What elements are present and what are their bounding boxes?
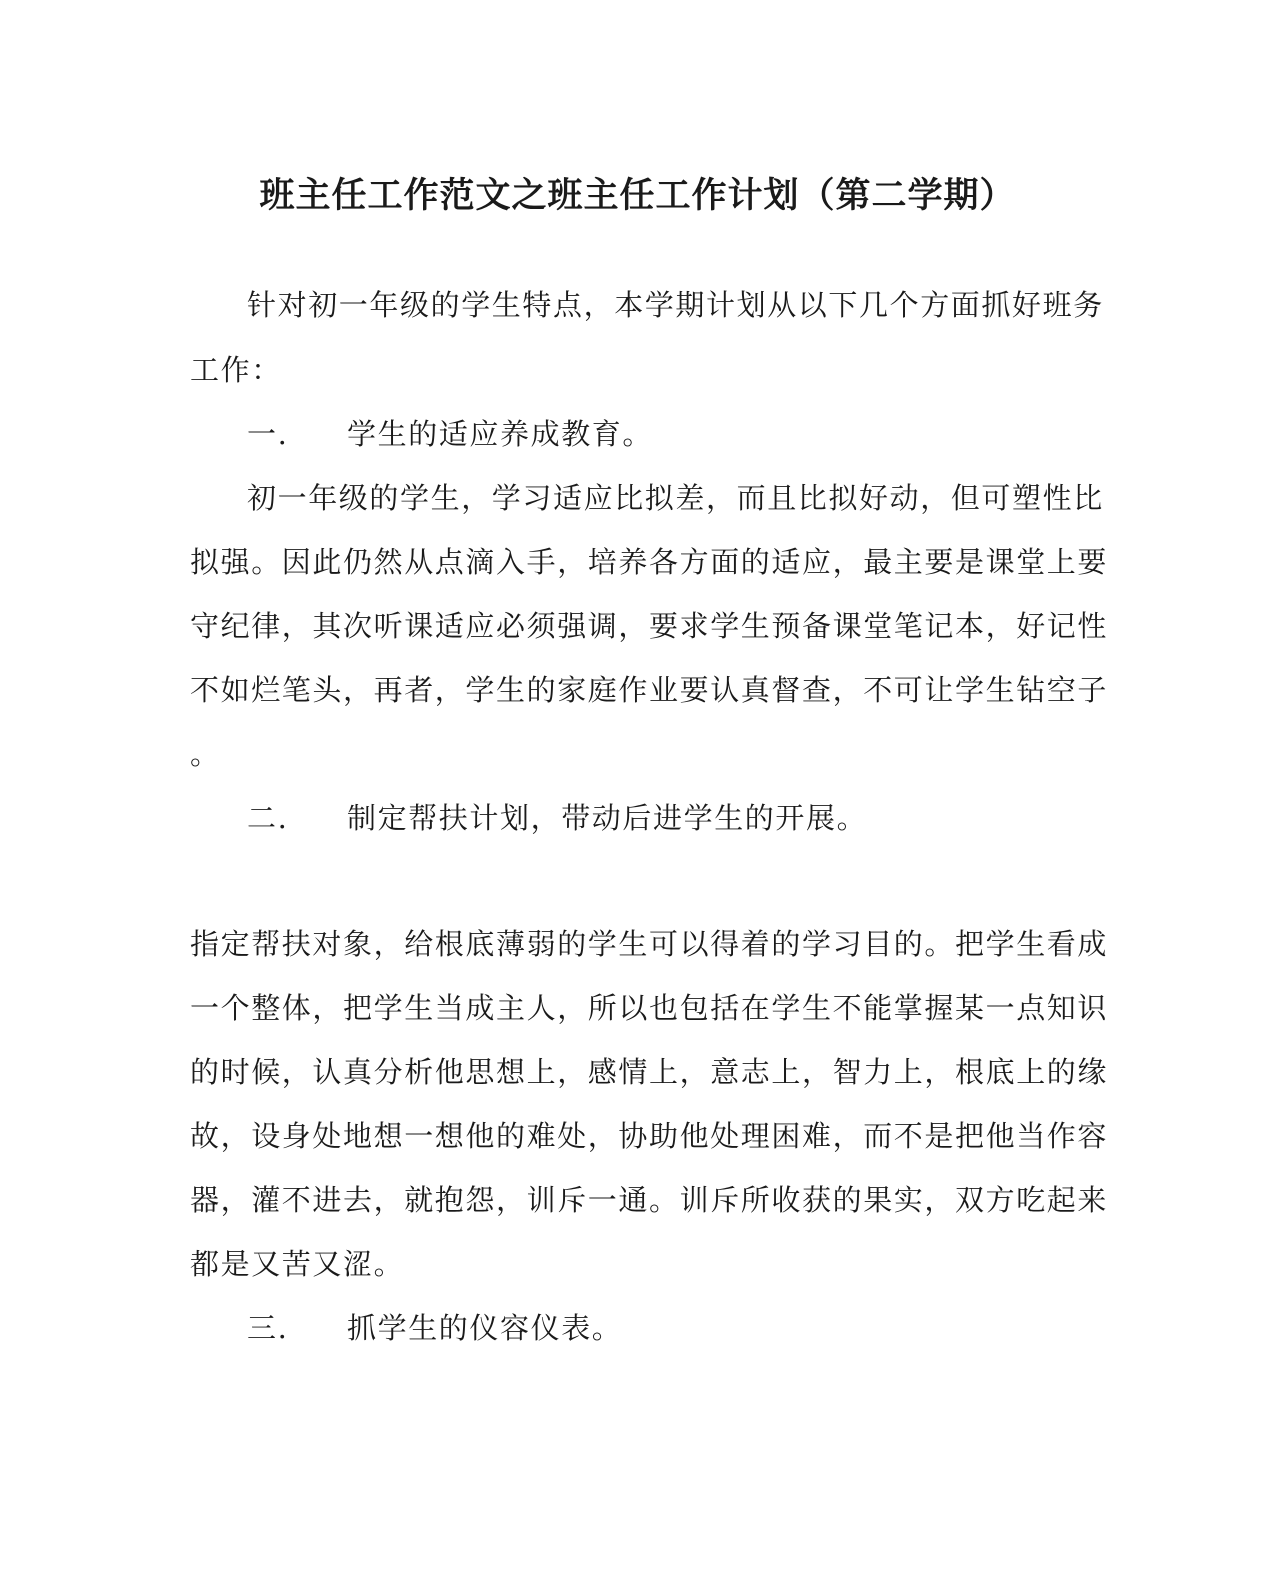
paragraph-line: 一个整体，把学生当成主人，所以也包括在学生不能掌握某一点知识 xyxy=(190,991,1109,1025)
section-number: 二. xyxy=(247,801,289,835)
section-number: 一. xyxy=(247,417,289,451)
section-heading-1 xyxy=(247,414,653,454)
paragraph-line: 拟强。因此仍然从点滴入手，培养各方面的适应，最主要是课堂上要 xyxy=(190,545,1109,579)
intro-line: 针对初一年级的学生特点，本学期计划从以下几个方面抓好班务 xyxy=(247,288,1104,322)
paragraph-line: 的时候，认真分析他思想上，感情上，意志上，智力上，根底上的缘 xyxy=(190,1055,1109,1089)
paragraph-line: 。 xyxy=(190,737,221,771)
paragraph-line: 器，灌不进去，就抱怨，训斥一通。训斥所收获的果实，双方吃起来 xyxy=(190,1183,1109,1217)
paragraph-line: 都是又苦又涩。 xyxy=(190,1247,405,1281)
section-heading-text: 抓学生的仪容仪表。 xyxy=(347,1311,623,1345)
paragraph-line: 故，设身处地想一想他的难处，协助他处理困难，而不是把他当作容 xyxy=(190,1119,1109,1153)
section-heading-2 xyxy=(247,798,867,838)
section-heading-text: 制定帮扶计划，带动后进学生的开展。 xyxy=(347,801,868,835)
document-title: 班主任工作范文之班主任工作计划（第二学期） xyxy=(259,175,1016,216)
section-heading-text: 学生的适应养成教育。 xyxy=(347,417,654,451)
paragraph-line: 初一年级的学生，学习适应比拟差，而且比拟好动，但可塑性比 xyxy=(247,481,1104,515)
section-number: 三. xyxy=(247,1311,289,1345)
paragraph-line: 指定帮扶对象，给根底薄弱的学生可以得着的学习目的。把学生看成 xyxy=(190,927,1109,961)
paragraph-line: 守纪律，其次听课适应必须强调，要求学生预备课堂笔记本，好记性 xyxy=(190,609,1109,643)
paragraph-line: 不如烂笔头，再者，学生的家庭作业要认真督查，不可让学生钻空子 xyxy=(190,673,1109,707)
section-heading-3 xyxy=(247,1308,622,1348)
intro-line: 工作： xyxy=(190,353,282,387)
